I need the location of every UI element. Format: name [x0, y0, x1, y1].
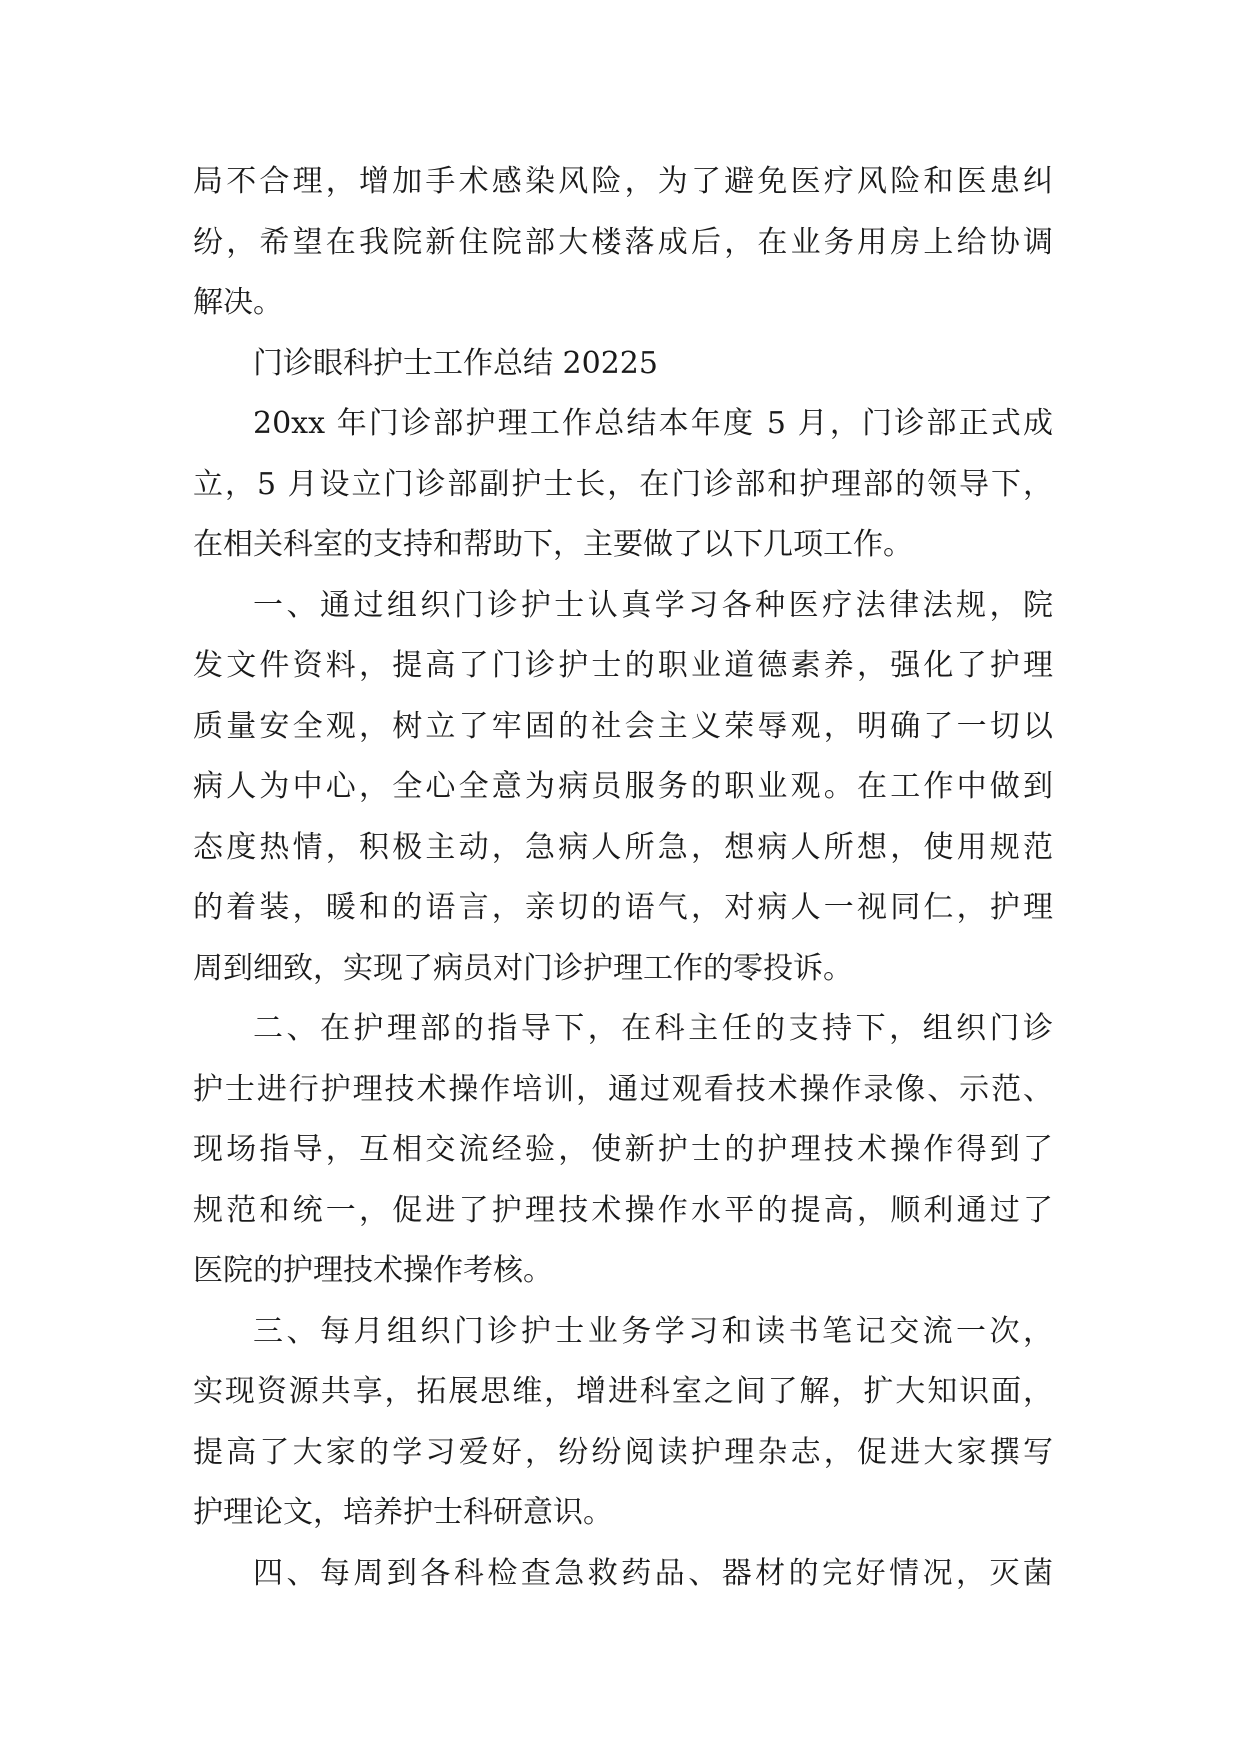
text-line: 医院的护理技术操作考核。	[193, 1253, 553, 1288]
text-line: 现场指导，互相交流经验，使新护士的护理技术操作得到了	[193, 1132, 1053, 1167]
text-line: 的着装，暖和的语言，亲切的语气，对病人一视同仁，护理	[193, 890, 1053, 925]
text-line: 二、在护理部的指导下，在科主任的支持下，组织门诊	[253, 1011, 1053, 1046]
text-line: 发文件资料，提高了门诊护士的职业道德素养，强化了护理	[193, 648, 1053, 683]
text-line: 提高了大家的学习爱好，纷纷阅读护理杂志，促进大家撰写	[193, 1434, 1053, 1470]
text-line: 周到细致，实现了病员对门诊护理工作的零投诉。	[193, 950, 853, 986]
text-line: 纷，希望在我院新住院部大楼落成后，在业务用房上给协调	[193, 224, 1053, 260]
text-line: 规范和统一，促进了护理技术操作水平的提高，顺利通过了	[193, 1192, 1053, 1228]
body-text	[193, 152, 1053, 1604]
text-line: 护士进行护理技术操作培训，通过观看技术操作录像、示范、	[193, 1071, 1053, 1107]
text-line: 20xx 年门诊部护理工作总结本年度 5 月，门诊部正式成	[253, 406, 1053, 441]
text-line: 四、每周到各科检查急救药品、器材的完好情况，灭菌	[253, 1555, 1053, 1591]
text-line: 护理论文，培养护士科研意识。	[193, 1495, 613, 1530]
text-line: 在相关科室的支持和帮助下，主要做了以下几项工作。	[193, 527, 913, 562]
text-line: 局不合理，增加手术感染风险，为了避免医疗风险和医患纠	[193, 164, 1053, 199]
section-heading: 门诊眼科护士工作总结 20225	[253, 345, 658, 381]
text-line: 立，5 月设立门诊部副护士长，在门诊部和护理部的领导下，	[193, 466, 1053, 502]
text-line: 三、每月组织门诊护士业务学习和读书笔记交流一次，	[253, 1313, 1053, 1349]
text-line: 实现资源共享，拓展思维，增进科室之间了解，扩大知识面，	[193, 1374, 1053, 1409]
text-line: 态度热情，积极主动，急病人所急，想病人所想，使用规范	[193, 829, 1053, 865]
text-line: 病人为中心，全心全意为病员服务的职业观。在工作中做到	[193, 769, 1053, 804]
text-line: 一、通过组织门诊护士认真学习各种医疗法律法规，院	[253, 587, 1053, 623]
text-line: 质量安全观，树立了牢固的社会主义荣辱观，明确了一切以	[193, 708, 1053, 744]
text-line: 解决。	[193, 285, 283, 320]
